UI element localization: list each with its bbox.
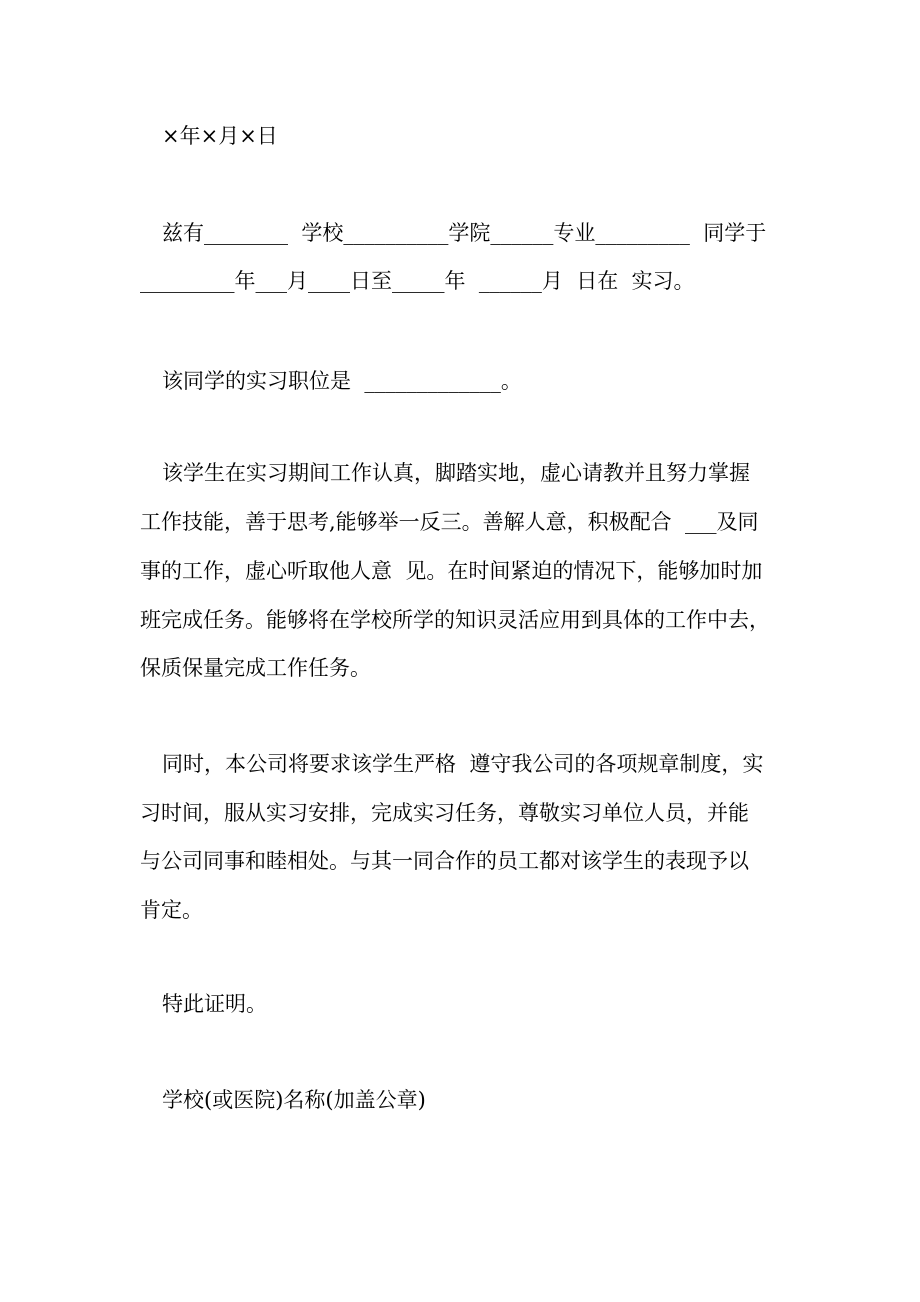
evaluation-paragraph-line-2: 工作技能，善于思考,能够举一反三。善解人意，积极配合 ___及同: [140, 510, 759, 534]
requirements-paragraph-line-2: 习时间，服从实习安排，完成实习任务，尊敬实习单位人员，并能: [140, 801, 749, 825]
requirements-paragraph-line-1: 同时，本公司将要求该学生严格 遵守我公司的各项规章制度，实: [162, 752, 764, 776]
date-line: ×年×月×日: [162, 124, 278, 148]
evaluation-paragraph-line-1: 该学生在实习期间工作认真，脚踏实地，虚心请教并且努力掌握: [162, 461, 750, 485]
intro-paragraph-line-1: 兹有________ 学校__________学院______专业_________ 同学于: [162, 221, 767, 245]
requirements-paragraph-line-3: 与公司同事和睦相处。与其一同合作的员工都对该学生的表现予以: [140, 849, 749, 873]
position-paragraph-line-1: 该同学的实习职位是 _____________。: [162, 369, 522, 393]
evaluation-paragraph-line-5: 保质保量完成工作任务。: [140, 656, 371, 680]
intro-paragraph-line-2: _________年___月____日至_____年 ______月 日在 实习。: [140, 269, 695, 293]
closing-line: 特此证明。: [162, 992, 267, 1016]
signature-line: 学校(或医院)名称(加盖公章): [162, 1088, 426, 1112]
evaluation-paragraph-line-3: 事的工作，虚心听取他人意 见。在时间紧迫的情况下，能够加时加: [140, 559, 763, 583]
evaluation-paragraph-line-4: 班完成任务。能够将在学校所学的知识灵活应用到具体的工作中去，: [140, 608, 770, 632]
requirements-paragraph-line-4: 肯定。: [140, 898, 203, 922]
